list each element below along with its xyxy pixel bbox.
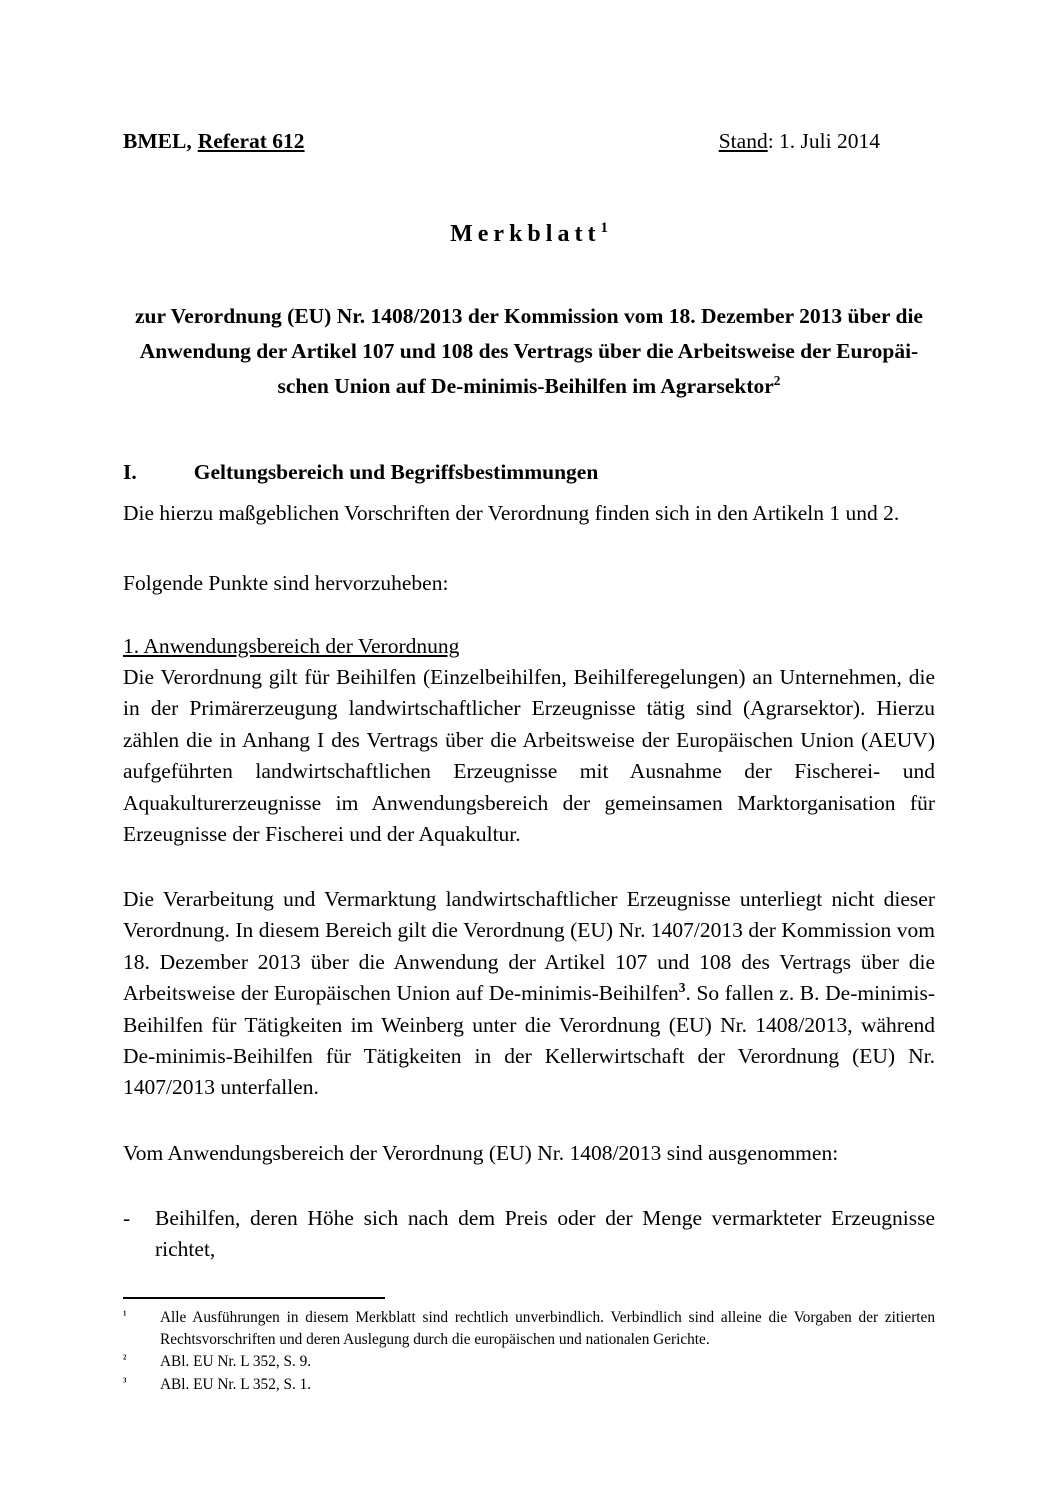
footnote-2-number xyxy=(123,1351,160,1373)
footnote-3 xyxy=(123,1374,935,1396)
footnote-3-number-sup: 3 xyxy=(123,1376,127,1384)
subtitle-line-1: zur Verordnung (EU) Nr. 1408/2013 der Kommission vom 18. Dezember 2013 über die xyxy=(135,304,923,328)
footnote-1-number-sup: 1 xyxy=(123,1310,127,1318)
paragraph-5: Vom Anwendungsbereich der Verordnung (EU) Nr. 1408/2013 sind ausgenommen: xyxy=(123,1141,839,1165)
footnote-2-number-sup: 2 xyxy=(123,1354,127,1362)
subheading-1-text: 1. Anwendungsbereich der Verordnung xyxy=(123,634,460,658)
footnote-1-text: Alle Ausführungen in diesem Merkblatt sind rechtlich unverbindlich. Verbindlich sind alleine die Vorgaben der zitierten Rechtsvorschriften und deren Auslegung durch die europäischen und nationalen Gerichte. xyxy=(160,1309,935,1348)
section-heading xyxy=(123,457,935,488)
paragraph-3: Die Verordnung gilt für Beihilfen (Einzelbeihilfen, Beihilferegelungen) an Unternehmen, die in der Primärerzeugung landwirtschaftlicher Erzeugnisse tätig sind (Agrarsektor). Hierzu zählen die in Anhang I des Vertrags über die Arbeitsweise der Europäischen Union (AEUV) aufgeführten landwirtschaftlichen Erzeugnisse mit Ausnahme der Fischerei- und Aquakulturerzeugnisse im Anwendungsbereich der gemeinsamen Marktorganisation für Erzeugnisse der Fischerei und der Aquakultur. xyxy=(123,665,935,847)
paragraph-4-part-2: . So fallen z. B. De-minimis-Beihilfen für Tätigkeiten im Weinberg unter die Verordnung (EU) Nr. 1408/2013, während De-minimis-Beihilfen für Tätigkeiten in der Kellerwirtschaft der Verordnung (EU) Nr. 1407/2013 unterfallen. xyxy=(123,981,935,1100)
dash-list xyxy=(123,1203,935,1266)
footnote-2-text: ABl. EU Nr. L 352, S. 9. xyxy=(160,1353,312,1370)
footnote-3-text: ABl. EU Nr. L 352, S. 1. xyxy=(160,1375,312,1393)
dash-marker: - xyxy=(123,1206,131,1230)
footnote-3-number xyxy=(123,1374,160,1396)
footnote-1-number xyxy=(123,1307,160,1329)
section-heading-text: Geltungsbereich und Begriffsbestimmungen xyxy=(193,460,599,484)
header-department: Referat 612 xyxy=(197,129,305,153)
header-right xyxy=(719,128,880,155)
footnote-1 xyxy=(123,1307,935,1350)
paragraph-4-footnote-marker: 3 xyxy=(678,980,686,996)
paragraph-4-part-1: Die Verarbeitung und Vermarktung landwirtschaftlicher Erzeugnisse unterliegt nicht dieser Verordnung. In diesem Bereich gilt die Verordnung (EU) Nr. 1407/2013 der Kommission vom 18. Dezember 2013 über die Anwendung der Artikel 107 und 108 des Vertrags über die Arbeitsweise der Europäischen Union auf De-minimis-Beihilfen xyxy=(123,887,935,1006)
title-footnote-marker: 1 xyxy=(600,220,608,236)
page-title-text: Merkblatt xyxy=(450,221,601,247)
section-number: I. xyxy=(123,460,137,484)
footnote-2 xyxy=(123,1351,935,1373)
subtitle-footnote-marker: 2 xyxy=(773,372,781,388)
list-item-text: Beihilfen, deren Höhe sich nach dem Preis oder der Menge vermarkteter Erzeugnisse richtet, xyxy=(155,1206,935,1262)
header-left xyxy=(123,128,305,155)
footnote-separator xyxy=(123,1297,385,1299)
paragraph-4 xyxy=(123,884,935,1104)
paragraph-1: Die hierzu maßgeblichen Vorschriften der Verordnung finden sich in den Artikeln 1 und 2. xyxy=(123,501,900,525)
paragraph-2: Folgende Punkte sind hervorzuheben: xyxy=(123,571,449,595)
footnote-area xyxy=(123,1297,935,1396)
subtitle-line-2: Anwendung der Artikel 107 und 108 des Vertrags über die Arbeitsweise der Europäi- xyxy=(139,338,919,363)
page-title xyxy=(123,219,935,250)
document-subtitle xyxy=(123,299,935,403)
header-organization: BMEL, xyxy=(123,129,192,153)
document-header xyxy=(123,128,880,155)
header-status-label: Stand xyxy=(718,129,768,153)
subheading-1 xyxy=(123,631,935,662)
subtitle-line-3 xyxy=(123,369,935,404)
subtitle-line-3-text: schen Union auf De-minimis-Beihilfen im Agrarsektor xyxy=(277,373,774,398)
list-item xyxy=(123,1203,935,1266)
header-status-date: : 1. Juli 2014 xyxy=(767,129,880,153)
